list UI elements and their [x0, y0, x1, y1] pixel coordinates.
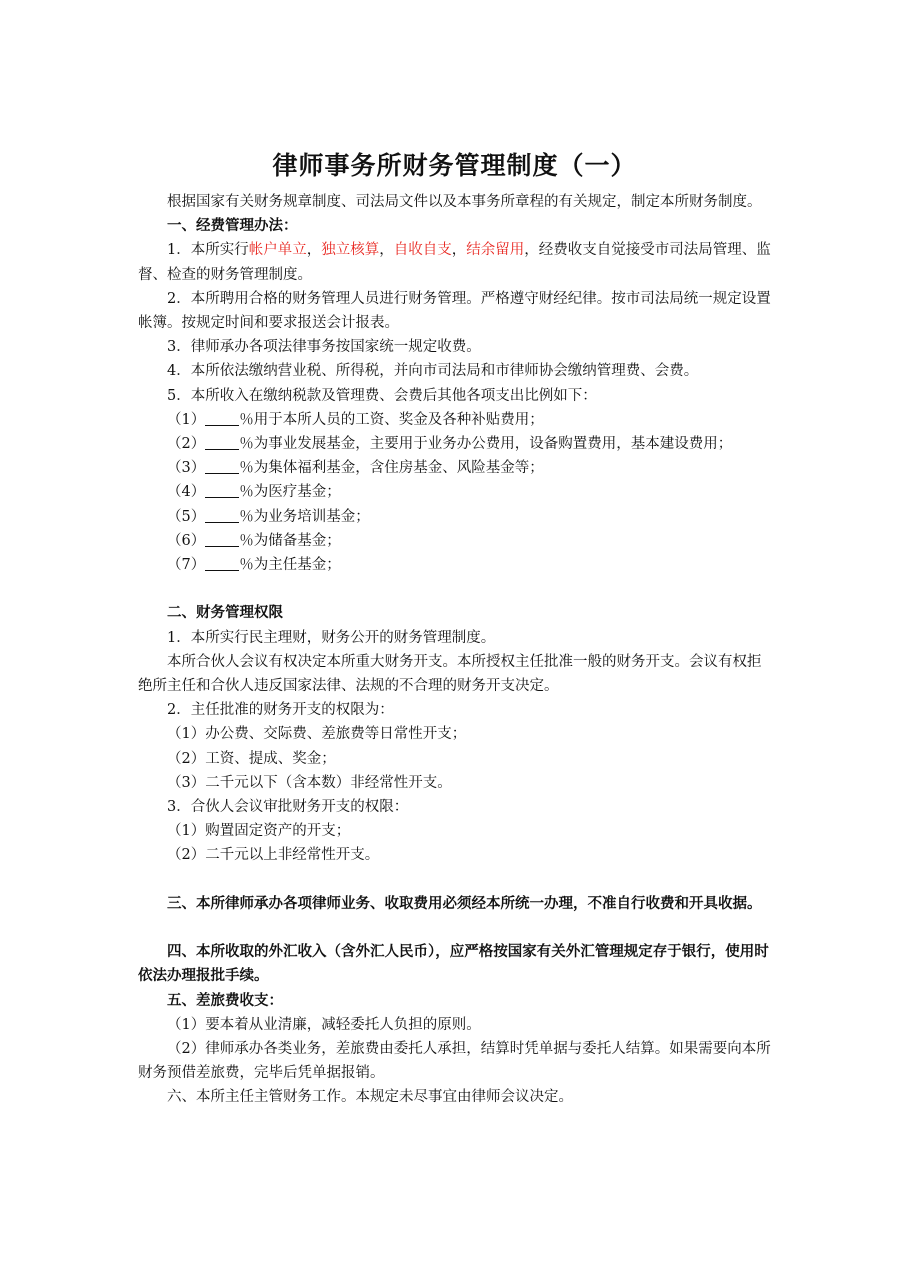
blank-field: [205, 435, 239, 450]
section-5-heading: 五、差旅费收支：: [167, 992, 283, 1009]
section-5-item-1: （1）要本着从业清廉，减轻委托人负担的原则。: [167, 1016, 481, 1033]
section-1-item-3: 3．律师承办各项法律事务按国家统一规定收费。: [167, 339, 481, 356]
blank-field: [205, 508, 239, 523]
ratio-item: （3） ％为集体福利基金，含住房基金、风险基金等；: [167, 460, 544, 477]
document-body: [138, 190, 774, 1110]
section-3-heading: 三、本所律师承办各项律师业务、收取费用必须经本所统一办理，不准自行收费和开具收据。: [167, 895, 762, 912]
spacer: [138, 916, 774, 940]
section-2-item-1: 1．本所实行民主理财，财务公开的财务管理制度。: [167, 629, 496, 646]
ratio-item: （7） ％为主任基金；: [167, 557, 341, 574]
blank-field: [205, 556, 239, 571]
blank-field: [205, 459, 239, 474]
blank-field: [205, 483, 239, 498]
authority-item: （1）办公费、交际费、差旅费等日常性开支；: [167, 726, 467, 743]
blank-field: [205, 411, 239, 426]
highlight-account: 帐户单立: [248, 242, 307, 259]
ratio-item: （4） ％为医疗基金；: [167, 484, 341, 501]
highlight-accounting: 独立核算: [321, 242, 380, 259]
section-6-paragraph: 六、本所主任主管财务工作。本规定未尽事宜由律师会议决定。: [167, 1089, 573, 1106]
section-2-item-1b: 本所合伙人会议有权决定本所重大财务开支。本所授权主任批准一般的财务开支。会议有权拒绝所主任和合伙人违反国家法律、法规的不合理的财务开支决定。: [138, 653, 762, 695]
highlight-surplus: 结余留用: [466, 242, 525, 259]
section-1-item-5: 5．本所收入在缴纳税款及管理费、会费后其他各项支出比例如下：: [167, 387, 597, 404]
spacer: [138, 868, 774, 892]
highlight-self-funded: 自收自支: [393, 242, 452, 259]
section-5-item-2: （2）律师承办各类业务，差旅费由委托人承担，结算时凭单据与委托人结算。如果需要向本所财务预借差旅费，完毕后凭单据报销。: [138, 1041, 771, 1082]
section-2-heading: 二、财务管理权限: [167, 605, 283, 622]
partner-authority-item: （2）二千元以上非经常性开支。: [167, 847, 380, 864]
section-1-heading: 一、经费管理办法：: [167, 218, 298, 235]
ratio-item: （1） ％用于本所人员的工资、奖金及各种补贴费用；: [167, 411, 544, 428]
section-2-item-2: 2．主任批准的财务开支的权限为：: [167, 702, 394, 719]
ratio-item: （6） ％为储备基金；: [167, 532, 341, 549]
section-2-item-3: 3．合伙人会议审批财务开支的权限：: [167, 799, 409, 816]
section-1-item-2: 2．本所聘用合格的财务管理人员进行财务管理。严格遵守财经纪律。按市司法局统一规定设置帐簿。按规定时间和要求报送会计报表。: [138, 290, 771, 332]
authority-item: （3）二千元以下（含本数）非经常性开支。: [167, 774, 452, 791]
authority-item: （2）工资、提成、奖金；: [167, 750, 336, 767]
section-1-item-1: 1．本所实行帐户单立，独立核算，自收自支，结余留用，经费收支自觉接受市司法局管理、监督、检查的财务管理制度。: [138, 242, 771, 283]
intro-paragraph: 根据国家有关财务规章制度、司法局文件以及本事务所章程的有关规定，制定本所财务制度。: [167, 194, 762, 210]
blank-field: [205, 532, 239, 547]
ratio-item: （2） ％为事业发展基金，主要用于业务办公费用，设备购置费用，基本建设费用；: [167, 436, 733, 453]
ratio-item: （5） ％为业务培训基金；: [167, 508, 370, 525]
spacer: [138, 577, 774, 601]
document-title: 律师事务所财务管理制度（一）: [272, 151, 637, 180]
partner-authority-item: （1）购置固定资产的开支；: [167, 823, 351, 840]
section-1-item-4: 4．本所依法缴纳营业税、所得税，并向市司法局和市律师协会缴纳管理费、会费。: [167, 363, 699, 380]
section-4-heading: 四、本所收取的外汇收入（含外汇人民币），应严格按国家有关外汇管理规定存于银行，使用时依法办理报批手续。: [138, 944, 769, 985]
